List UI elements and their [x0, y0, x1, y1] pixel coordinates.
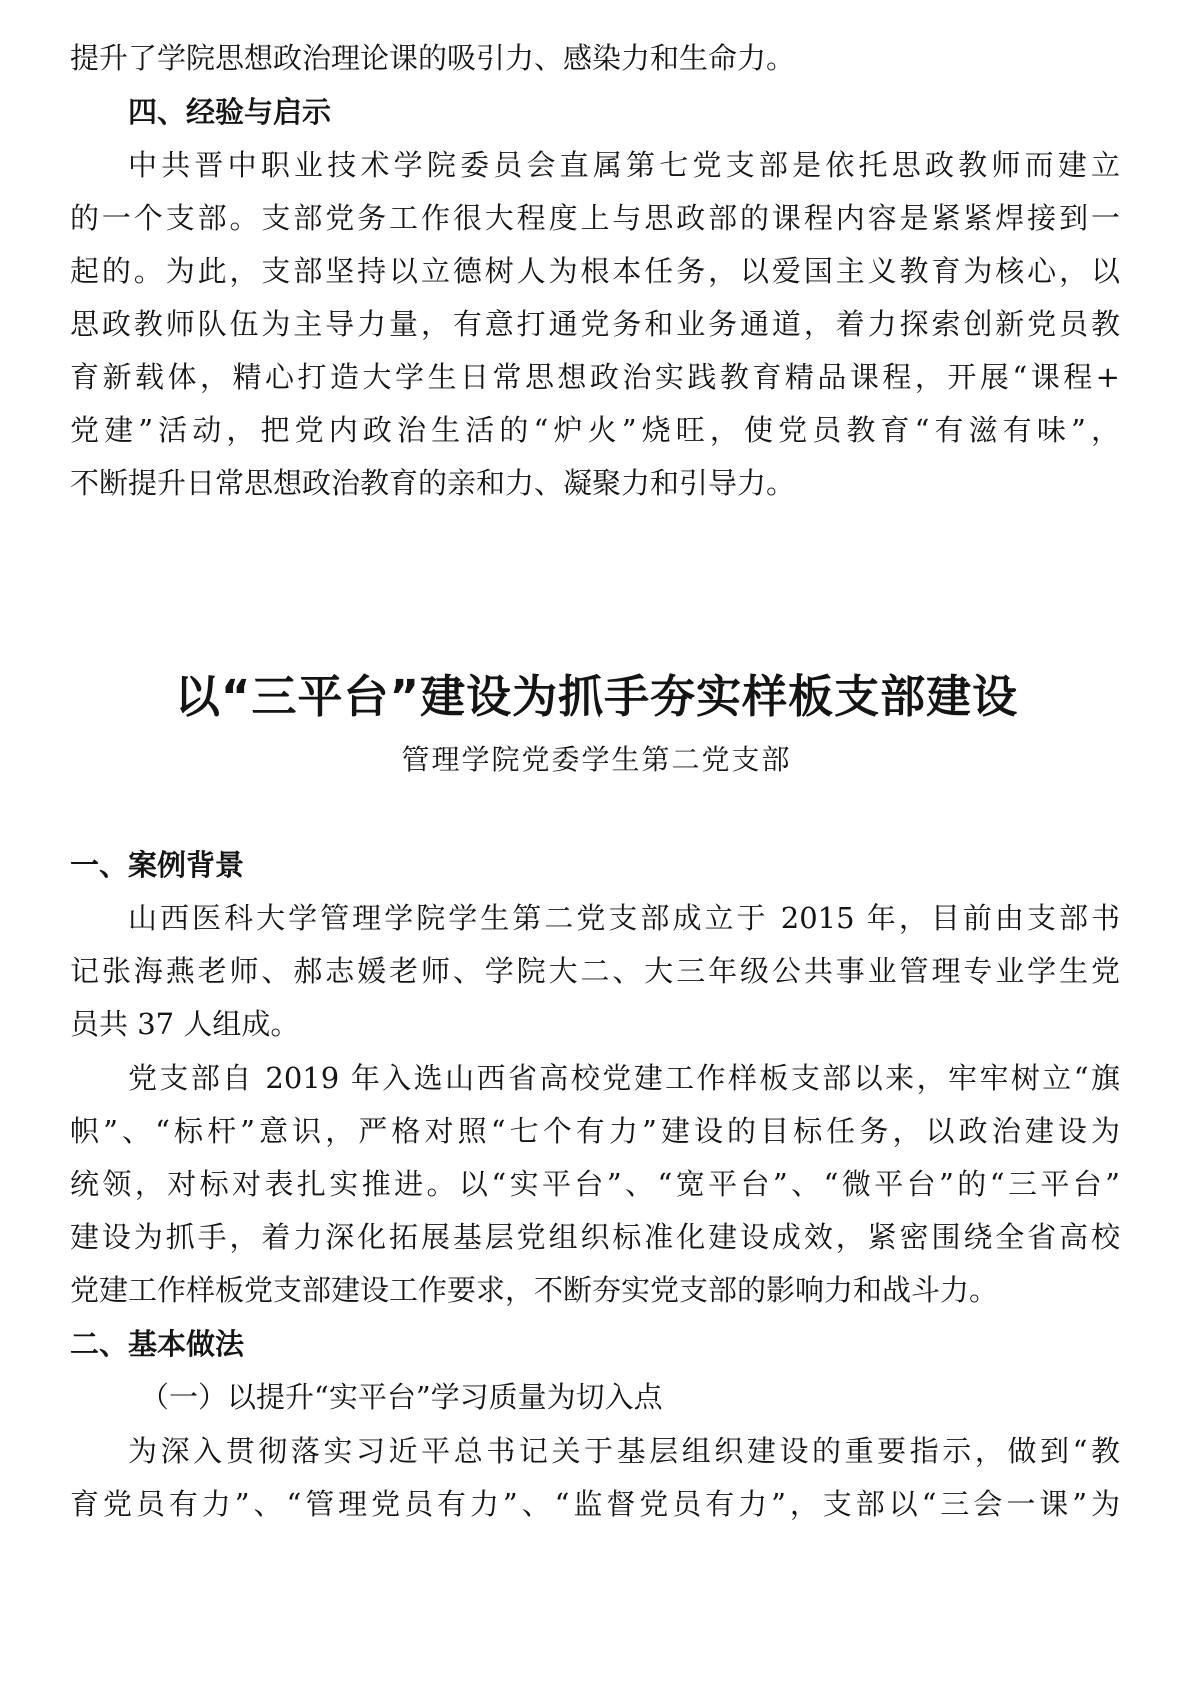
paragraph-line: 党支部自 2019 年入选山西省高校党建工作样板支部以来，牢牢树立“旗 [128, 1061, 1120, 1095]
article-subtitle: 管理学院党委学生第二党支部 [401, 743, 792, 776]
paragraph-line: 统领，对标对表扎实推进。以“实平台”、“宽平台”、“微平台”的“三平台” [70, 1167, 1120, 1201]
paragraph-line: 提升了学院思想政治理论课的吸引力、感染力和生命力。 [70, 41, 796, 75]
paragraph-line: 的一个支部。支部党务工作很大程度上与思政部的课程内容是紧紧焊接到一 [70, 201, 1120, 235]
section-heading: 四、经验与启示 [128, 95, 332, 129]
paragraph-line: 记张海燕老师、郝志媛老师、学院大二、大三年级公共事业管理专业学生党 [70, 954, 1120, 988]
paragraph-line: 山西医科大学管理学院学生第二党支部成立于 2015 年，目前由支部书 [128, 901, 1120, 935]
paragraph-line: 育党员有力”、“管理党员有力”、“监督党员有力”，支部以“三会一课”为 [70, 1487, 1120, 1521]
paragraph-line: 建设为抓手，着力深化拓展基层党组织标准化建设成效，紧密围绕全省高校 [70, 1220, 1120, 1254]
paragraph-line: 起的。为此，支部坚持以立德树人为根本任务，以爱国主义教育为核心，以 [70, 254, 1120, 288]
section-heading: 二、基本做法 [70, 1327, 245, 1361]
paragraph-line: 思政教师队伍为主导力量，有意打通党务和业务通道，着力探索创新党员教 [70, 307, 1120, 341]
section-heading: 一、案例背景 [70, 848, 245, 882]
article-title: 以“三平台”建设为抓手夯实样板支部建设 [174, 670, 1019, 723]
subsection-heading: （一）以提升“实平台”学习质量为切入点 [140, 1380, 663, 1414]
paragraph-line: 党建”活动，把党内政治生活的“炉火”烧旺，使党员教育“有滋有味”， [70, 413, 1120, 447]
paragraph-line: 不断提升日常思想政治教育的亲和力、凝聚力和引导力。 [70, 466, 796, 500]
paragraph-line: 党建工作样板党支部建设工作要求，不断夯实党支部的影响力和战斗力。 [70, 1273, 999, 1307]
paragraph-line: 帜”、“标杆”意识，严格对照“七个有力”建设的目标任务，以政治建设为 [70, 1114, 1120, 1148]
paragraph-line: 员共 37 人组成。 [70, 1007, 300, 1041]
paragraph-line: 中共晋中职业技术学院委员会直属第七党支部是依托思政教师而建立 [128, 148, 1120, 182]
paragraph-line: 育新载体，精心打造大学生日常思想政治实践教育精品课程，开展“课程+ [70, 360, 1120, 394]
paragraph-line: 为深入贯彻落实习近平总书记关于基层组织建设的重要指示，做到“教 [128, 1434, 1120, 1468]
